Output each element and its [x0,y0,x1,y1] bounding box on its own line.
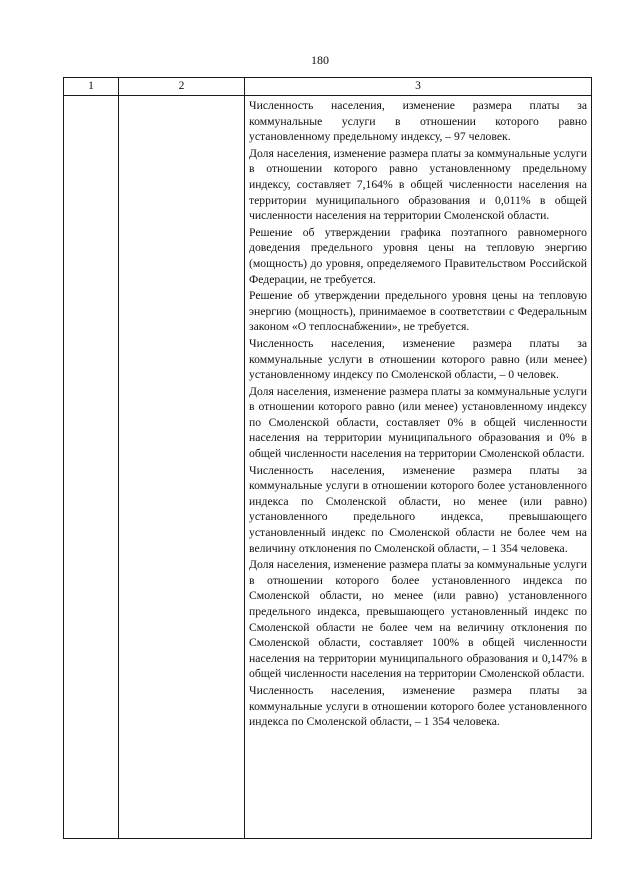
table-bottom-border [63,838,592,839]
paragraph: Решение об утверждении графика поэтапного равномерного доведения предельного уровня цены на тепловую энергию (мощность) до уровня, определяемого Правительством Российской Федерации, не требуется. [249,225,587,286]
table-left-border [63,77,64,839]
paragraph: Численность населения, изменение размера платы за коммунальные услуги в отношении которого равно установленному предельному индексу, – 97 человек. [249,99,587,144]
paragraph: Доля населения, изменение размера платы за коммунальные услуги в отношении которого равно (или менее) установленному индексу по Смоленской области, составляет 0% в общей численности населения на территории муниципального образования и 0% в общей численности населения на территории Смоленской области. [249,384,587,461]
header-col-2: 2 [178,80,185,92]
paragraph: Численность населения, изменение размера платы за коммунальные услуги в отношении которого более установленного индекса по Смоленской области, но менее (или равно) установленного предельного индекса, превышающего установленный индекс по Смоленской области не более чем на величину отклонения по Смоленской области, – 1 354 человека. [249,463,587,555]
col-3-cell [249,98,587,730]
paragraph: Решение об утверждении предельного уровня цены на тепловую энергию (мощность), принимаемое в соответствии с Федеральным законом «О теплоснабжении», не требуется. [249,289,587,334]
page-number: 180 [311,53,329,67]
column-divider-2 [244,77,245,839]
header-bottom-border [63,95,592,96]
table-right-border [591,77,592,839]
paragraph: Доля населения, изменение размера платы за коммунальные услуги в отношении которого более установленного индекса по Смоленской области, но менее (или равно) установленного предельного индекса, превышающего установленный индекс по Смоленской области не более чем на величину отклонения по Смоленской области, составляет 100% в общей численности населения на территории муниципального образования и 0,147% в общей численности населения на территории Смоленской области. [249,558,587,681]
header-col-3: 3 [415,80,421,92]
header-col-1: 1 [88,80,94,92]
paragraph: Доля населения, изменение размера платы за коммунальные услуги в отношении которого равно установленному предельному индексу, составляет 7,164% в общей численности населения на территории муниципального образования и 0,011% в общей численности населения на территории Смоленской области. [249,146,587,223]
paragraph: Численность населения, изменение размера платы за коммунальные услуги в отношении которого равно (или менее) установленному индексу по Смоленской области, – 0 человек. [249,336,587,382]
paragraph: Численность населения, изменение размера платы за коммунальные услуги в отношении которого более установленного индекса по Смоленской области, – 1 354 человека. [249,683,587,729]
column-divider-1 [118,77,119,839]
